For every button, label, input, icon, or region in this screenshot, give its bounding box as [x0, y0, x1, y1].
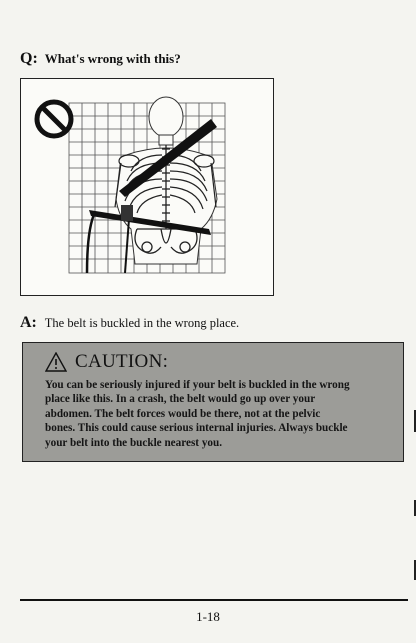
answer	[20, 314, 239, 332]
footer-divider	[20, 599, 408, 601]
caution-text	[45, 378, 393, 450]
caution-heading: CAUTION:	[75, 351, 169, 372]
caution-line: place like this. In a crash, the belt would go up over your	[45, 393, 316, 406]
warning-triangle-icon	[45, 352, 67, 372]
caution-line: You can be seriously injured if your belt is buckled in the wrong	[45, 379, 350, 391]
buckle	[121, 205, 133, 221]
seatbelt-illustration	[20, 78, 274, 296]
answer-text: The belt is buckled in the wrong place.	[44, 316, 240, 330]
caution-header	[45, 351, 393, 373]
question	[20, 50, 181, 68]
caution-line: bones. This could cause serious internal injuries. Always buckle	[45, 422, 348, 435]
buckle-strap	[87, 212, 95, 273]
question-label: Q:	[20, 50, 38, 67]
no-symbol-icon	[37, 102, 71, 136]
skeleton-figure	[21, 79, 273, 295]
caution-line: abdomen. The belt forces would be there, not at the pelvic	[45, 407, 321, 420]
page-number: 1-18	[196, 609, 220, 624]
caution-line: your belt into the buckle nearest you.	[45, 436, 223, 449]
answer-label: A:	[20, 314, 37, 331]
caution-box	[22, 342, 404, 462]
question-text: What's wrong with this?	[44, 51, 181, 66]
